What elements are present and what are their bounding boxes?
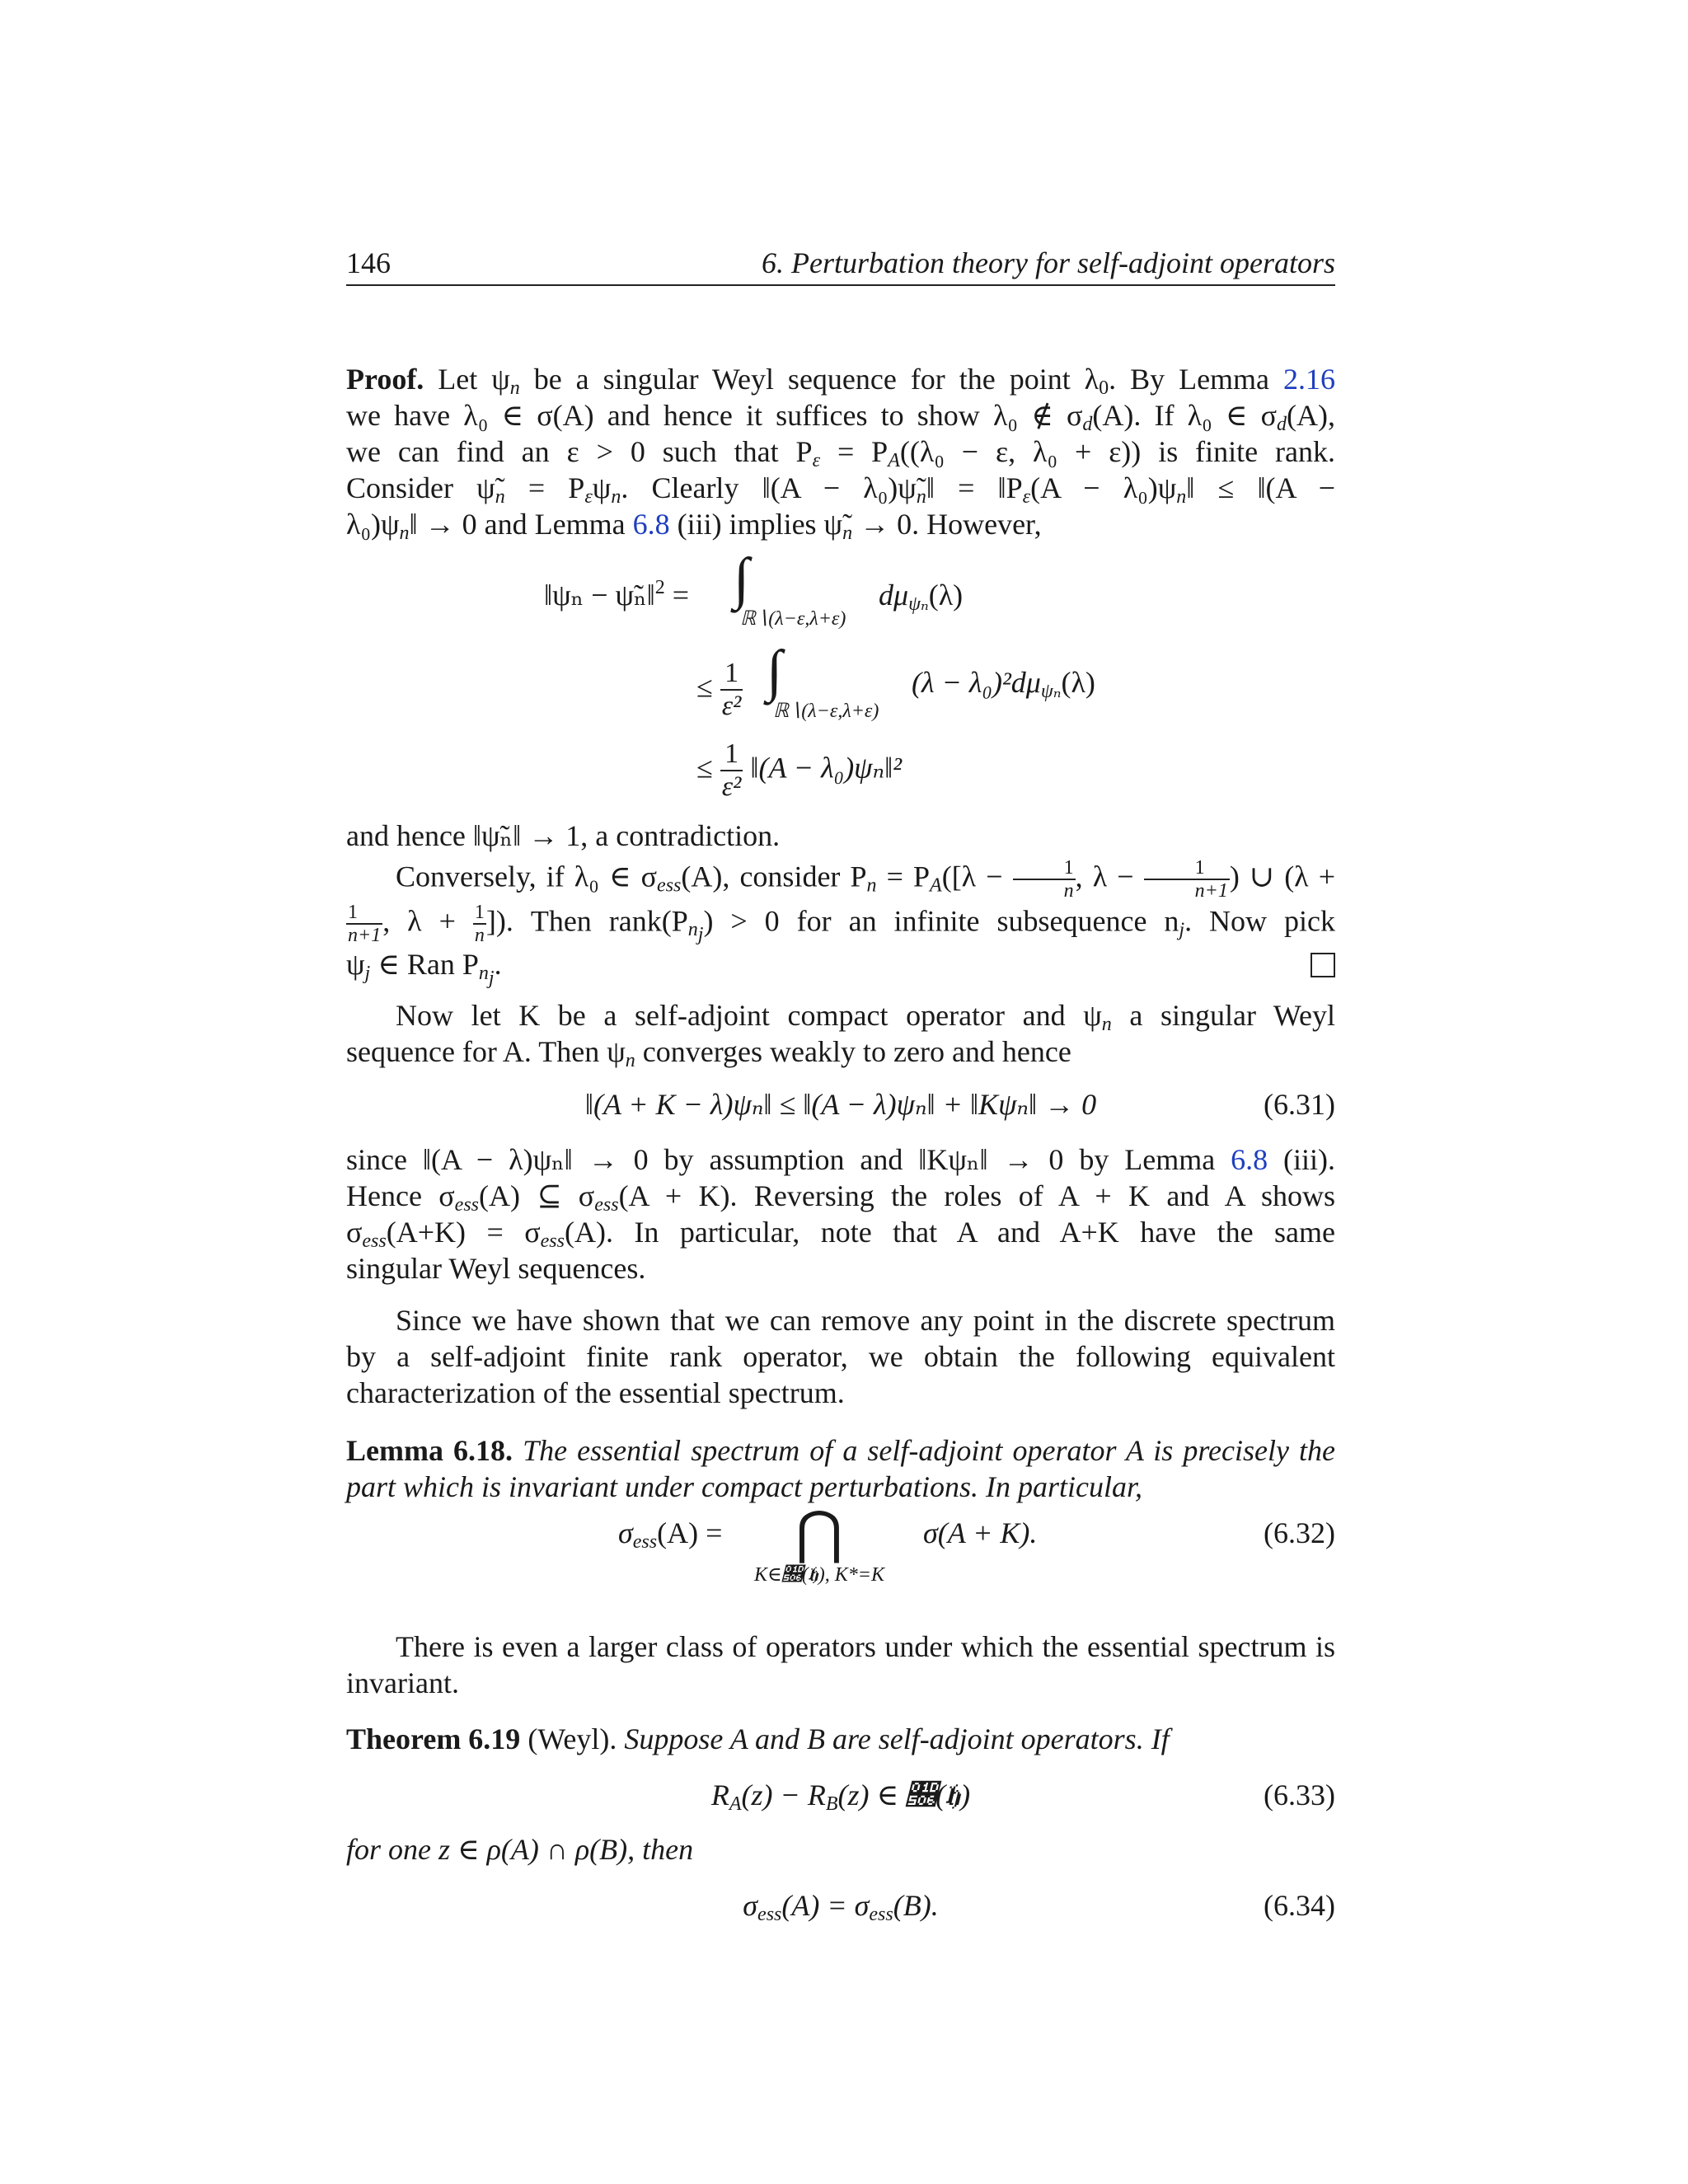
ref-lemma-6-8-b[interactable]: 6.8 [1231,1143,1268,1176]
proof-paragraph: Proof. Let $\psi_n$ be a singular Weyl sequence for the point $\lambda_0$. By Lemma 2.16 we have λ₀ ∈ σ(A) and hence it suffices to show λ₀ ∉ $\sigma_d(A)$. If λ₀ ∈ $\sigma_d(A)$, we can find an ε > 0 such that $P_\varepsilon = P_A((\lambda_0 - \varepsilon$, λ₀ + ε)) is finite rank. Consider $\psĩ_n = P_\varepsilon\psi_n$. Clearly ‖(A − $\lambda_0)\psĩ_n‖$ = $‖P_\varepsilon(A$ − $\lambda_0)\psi_n‖$ ≤ ‖(A − $\lambda_0)\psi_n‖ \to 0$ and Lemma 6.8 (iii) implies $\psĩ_n \to 0$. However, [346,363,1336,544]
display1-line1: ‖ψₙ − ψ̃ₙ‖$^2$ = [544,577,690,612]
since-paragraph: since ‖(A − λ)ψₙ‖ → 0 by assumption and ‖Kψₙ‖ → 0 by Lemma 6.8 (iii). Hence $\sigma_{ess}(A)$ ⊆ $\sigma_{ess}(A + K)$. Reversing the roles of A + K and A shows $\sigma_{ess}(A+K) = \sigma_{ess}(A)$. In particular, note that A and A+K have the same singular Weyl sequences. [346,1143,1336,1285]
equation-6-32: $\sigma_{ess}(A)$ = ⋂ K∈𝔆(𝔥), K*=K σ(A + K). (6.32) [618,1502,1335,1586]
proof-label: Proof. [346,363,424,396]
remove-point-paragraph: Since we have shown that we can remove any point in the discrete spectrum by a self-adjoint finite rank operator, we obtain the following equivalent characterization of the essential spectrum. [346,1304,1335,1409]
for-one-line: for one z ∈ ρ(A) ∩ ρ(B), then [346,1833,694,1866]
contradiction-line: and hence ‖ψ̃ₙ‖ → 1, a contradiction. [346,819,781,852]
ref-lemma-2-16[interactable]: 2.16 [1283,363,1335,396]
equation-number-6-34: (6.34) [1264,1889,1335,1922]
theorem-6-19: Theorem 6.19 (Weyl). Suppose A and B are self-adjoint operators. If [346,1722,1170,1755]
page-number: 146 [346,246,391,279]
page [346,0,1335,2184]
converse-paragraph: Conversely, if λ₀ ∈ $\sigma_{ess}(A)$, consider $P_n = P_A([\lambda$ − $\frac{1}{n}$ , λ − $\frac{1}{n+1}$ ) ∪ (λ + $\frac{1}{n+1}$ , λ + $\frac{1}{n}$ ]). Then $rank(P_{n_j}) > 0$ for an infinite subsequence $n_j$. Now pick $\psi_j$ ∈ Ran $P_{n_j}$. [346,857,1336,989]
compact-paragraph: Now let K be a self-adjoint compact operator and $\psi_n$ a singular Weyl sequence for A. Then $\psi_n$ converges weakly to zero and hence [346,999,1335,1071]
page-header [346,243,1335,286]
equation-6-34: $\sigma_{ess}(A) = \sigma_{ess}(B)$. (6.34) [743,1889,1335,1925]
larger-class-paragraph: There is even a larger class of operators under which the essential spectrum is invariant. [346,1630,1335,1699]
equation-number-6-31: (6.31) [1264,1088,1335,1121]
display-integral-estimate: ‖ψₙ − ψ̃ₙ‖$^2$ = ∫ ℝ∖(λ−ε,λ+ε) $d\mu_{\psi_n}(\lambda)$ ≤ $\frac{1}{\text{ε²}}$ ∫ ℝ∖(λ−ε,λ+ε) $(\lambda - \lambda_0)^2d\mu_{\psi_n}(\lambda)$ ≤ $\frac{1}{\text{ε²}}$ ‖(A − λ₀)ψₙ‖² [544,547,1095,802]
equation-6-31: ‖(A + K − λ)ψₙ‖ ≤ ‖(A − λ)ψₙ‖ + ‖Kψₙ‖ → 0 (6.31) [584,1088,1335,1121]
lemma-6-18: Lemma 6.18. The essential spectrum of a self-adjoint operator A is precisely the part which is invariant under compact perturbations. In particular, [346,1434,1336,1503]
qed-box [1311,953,1335,977]
equation-6-33: $R_A(z) - R_B(z)$ ∈ 𝔆(𝔥) (6.33) [710,1779,1335,1815]
equation-number-6-33: (6.33) [1264,1779,1335,1811]
equation-number-6-32: (6.32) [1264,1516,1335,1549]
lemma-6-18-label: Lemma 6.18. [346,1434,513,1467]
theorem-6-19-label: Theorem 6.19 [346,1722,521,1755]
ref-lemma-6-8[interactable]: 6.8 [632,508,670,541]
running-title: 6. Perturbation theory for self-adjoint operators [762,246,1335,279]
